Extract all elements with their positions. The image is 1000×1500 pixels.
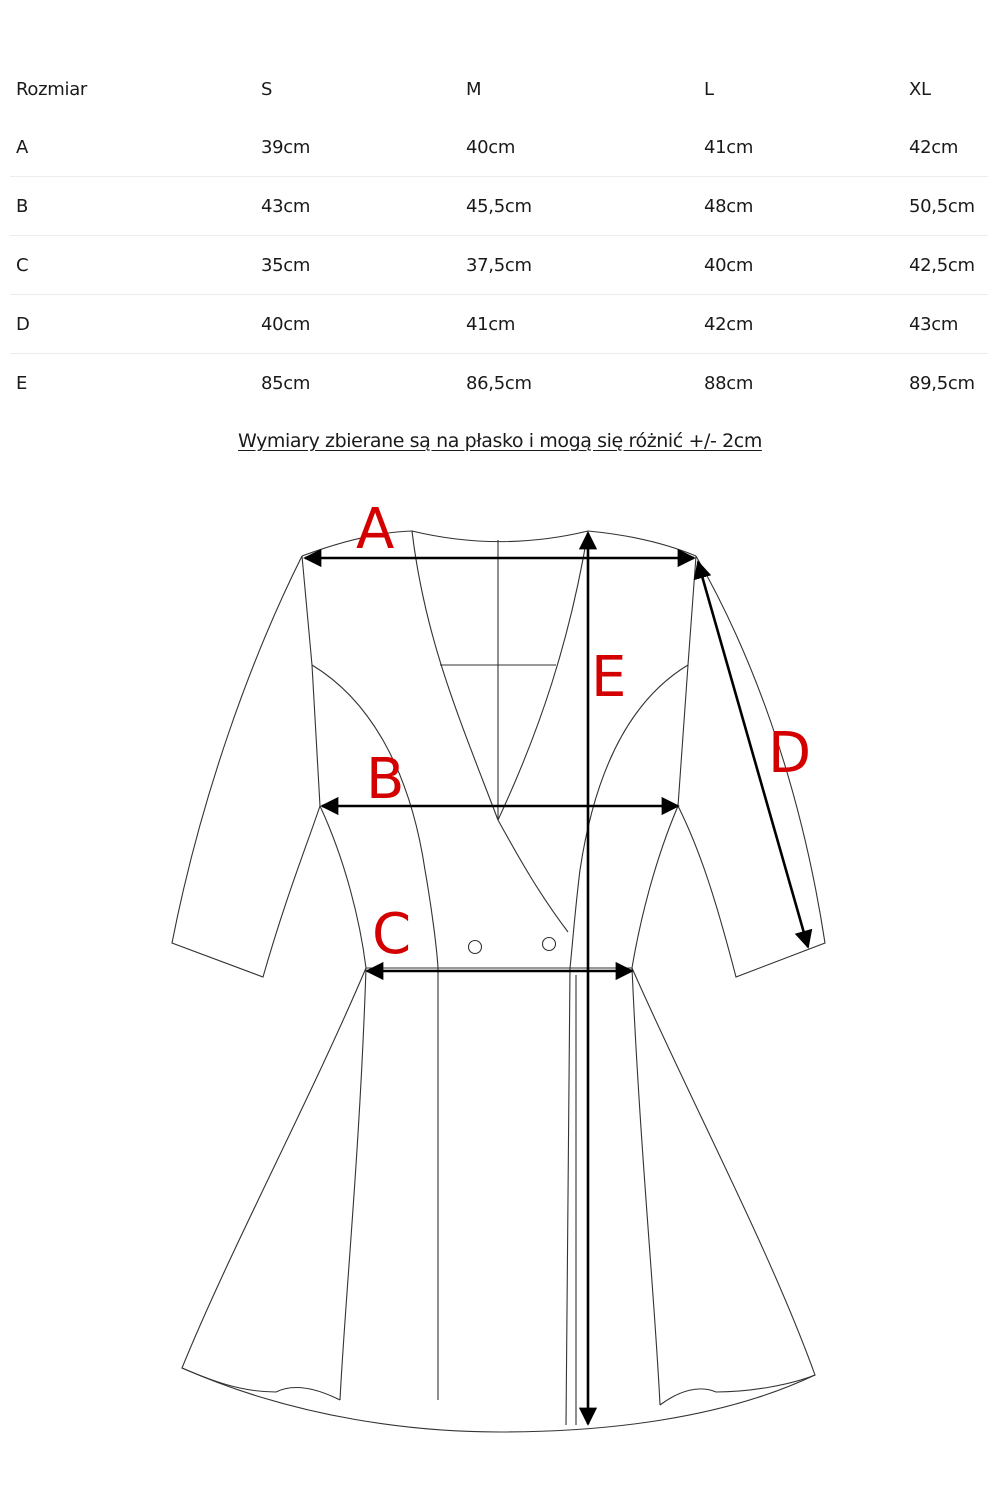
- measurement-note: [0, 430, 1000, 452]
- cell-value: 42,5cm: [909, 254, 975, 276]
- cell-value: 41cm: [466, 313, 516, 335]
- size-table: [10, 60, 988, 412]
- cell-value: 42cm: [704, 313, 754, 335]
- header-xl: XL: [909, 78, 931, 100]
- cell-value: 45,5cm: [466, 195, 532, 217]
- cell-value: 50,5cm: [909, 195, 975, 217]
- label-a: A: [356, 497, 395, 562]
- measurement-note-text: Wymiary zbierane są na płasko i mogą się różnić +/- 2cm: [238, 430, 762, 452]
- cell-value: 88cm: [704, 372, 754, 394]
- cell-value: 89,5cm: [909, 372, 975, 394]
- header-l: L: [704, 78, 714, 100]
- cell-value: 85cm: [261, 372, 311, 394]
- header-size: Rozmiar: [16, 78, 88, 100]
- cell-value: 42cm: [909, 136, 959, 158]
- measurement-labels: [356, 497, 811, 967]
- label-c: C: [372, 902, 412, 967]
- cell-value: 40cm: [261, 313, 311, 335]
- table-row: [10, 236, 988, 295]
- cell-value: 86,5cm: [466, 372, 532, 394]
- row-label: A: [16, 136, 29, 158]
- table-row: [10, 177, 988, 236]
- row-label: E: [16, 372, 28, 394]
- cell-value: 48cm: [704, 195, 754, 217]
- header-m: M: [466, 78, 482, 100]
- dress-diagram: [0, 470, 1000, 1470]
- label-d: D: [768, 721, 812, 786]
- cell-value: 43cm: [909, 313, 959, 335]
- table-row: [10, 295, 988, 354]
- row-label: D: [16, 313, 30, 335]
- row-label: B: [16, 195, 29, 217]
- table-row: [10, 354, 988, 413]
- header-s: S: [261, 78, 273, 100]
- button-right: [543, 938, 556, 951]
- table-header-row: [10, 60, 988, 118]
- cell-value: 41cm: [704, 136, 754, 158]
- cell-value: 39cm: [261, 136, 311, 158]
- table-row: [10, 118, 988, 177]
- cell-value: 40cm: [704, 254, 754, 276]
- label-e: E: [591, 645, 627, 710]
- cell-value: 40cm: [466, 136, 516, 158]
- button-left: [469, 941, 482, 954]
- cell-value: 43cm: [261, 195, 311, 217]
- cell-value: 35cm: [261, 254, 311, 276]
- cell-value: 37,5cm: [466, 254, 532, 276]
- row-label: C: [16, 254, 29, 276]
- label-b: B: [366, 747, 405, 812]
